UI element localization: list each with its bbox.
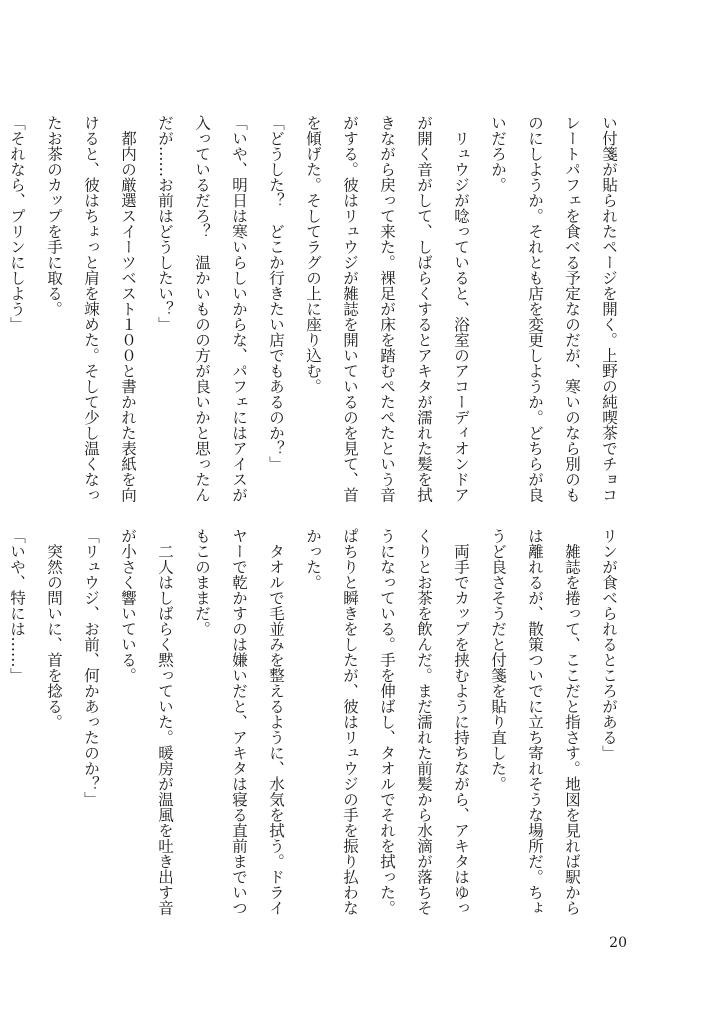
text-block-lower bbox=[8, 528, 627, 928]
text-line: 「どうした？ どこか行きたい店でもあるのか？」 bbox=[267, 115, 285, 472]
text-line: かった。 bbox=[304, 528, 322, 590]
text-line: い付箋が貼られたページを開く。上野の純喫茶でチョコ bbox=[600, 115, 618, 503]
text-line: がする。彼はリュウジが雑誌を開いているのを見て、首 bbox=[341, 115, 359, 503]
text-line: 突然の問いに、首を捻る。 bbox=[45, 528, 63, 730]
text-line: たお茶のカップを手に取る。 bbox=[45, 115, 63, 317]
text-line: うになっている。手を伸ばし、タオルでそれを拭った。 bbox=[378, 528, 396, 916]
text-line: タオルで毛並みを整えるように、水気を拭う。ドライ bbox=[267, 528, 285, 916]
text-line: 二人はしばらく黙っていた。暖房が温風を吐き出す音 bbox=[156, 528, 174, 916]
text-line: 「それなら、プリンにしよう」 bbox=[8, 115, 26, 332]
text-block-upper bbox=[8, 115, 627, 505]
text-line: リンが食べられるところがある」 bbox=[600, 528, 618, 761]
text-line: ぱちりと瞬きをしたが、彼はリュウジの手を振り払わな bbox=[341, 528, 359, 916]
text-line: が開く音がして、しばらくするとアキタが濡れた髪を拭 bbox=[415, 115, 433, 503]
text-line: 都内の厳選スイーツベスト１００と書かれた表紙を向 bbox=[119, 115, 137, 503]
text-line: が小さく響いている。 bbox=[119, 528, 137, 683]
page-number: 20 bbox=[609, 935, 627, 951]
text-line: ヤーで乾かすのは嫌いだと、アキタは寝る直前までいつ bbox=[230, 528, 248, 916]
text-line: 雑誌を捲って、ここだと指さす。地図を見れば駅から bbox=[563, 528, 581, 916]
text-line: うど良さそうだと付箋を貼り直した。 bbox=[489, 528, 507, 792]
text-line: 「いや、明日は寒いらしいからな、パフェにはアイスが bbox=[230, 115, 248, 503]
text-line: もこのままだ。 bbox=[193, 528, 211, 637]
text-line: きながら戻って来た。裸足が床を踏むぺたぺたという音 bbox=[378, 115, 396, 503]
text-line: 「リュウジ、お前、何かあったのか？」 bbox=[82, 528, 100, 807]
text-line: いだろか。 bbox=[489, 115, 507, 193]
text-line: だが……お前はどうしたい？」 bbox=[156, 115, 174, 332]
text-line: 両手でカップを挟むように持ちながら、アキタはゆっ bbox=[452, 528, 470, 916]
text-line: 「いや、特には……」 bbox=[8, 528, 26, 683]
text-line: くりとお茶を飲んだ。まだ濡れた前髪から水滴が落ちそ bbox=[415, 528, 433, 916]
text-line: けると、彼はちょっと肩を竦めた。そして少し温くなっ bbox=[82, 115, 100, 503]
text-line: レートパフェを食べる予定なのだが、寒いのなら別のも bbox=[563, 115, 581, 503]
text-line: を傾げた。そしてラグの上に座り込む。 bbox=[304, 115, 322, 394]
text-line: は離れるが、散策ついでに立ち寄れそうな場所だ。ちょ bbox=[526, 528, 544, 916]
text-line: リュウジが唸っていると、浴室のアコーディオンドア bbox=[452, 115, 470, 503]
text-line: 入っているだろ？ 温かいものの方が良いかと思ったん bbox=[193, 115, 211, 503]
text-line: のにしようか。それとも店を変更しようか。どちらが良 bbox=[526, 115, 544, 503]
